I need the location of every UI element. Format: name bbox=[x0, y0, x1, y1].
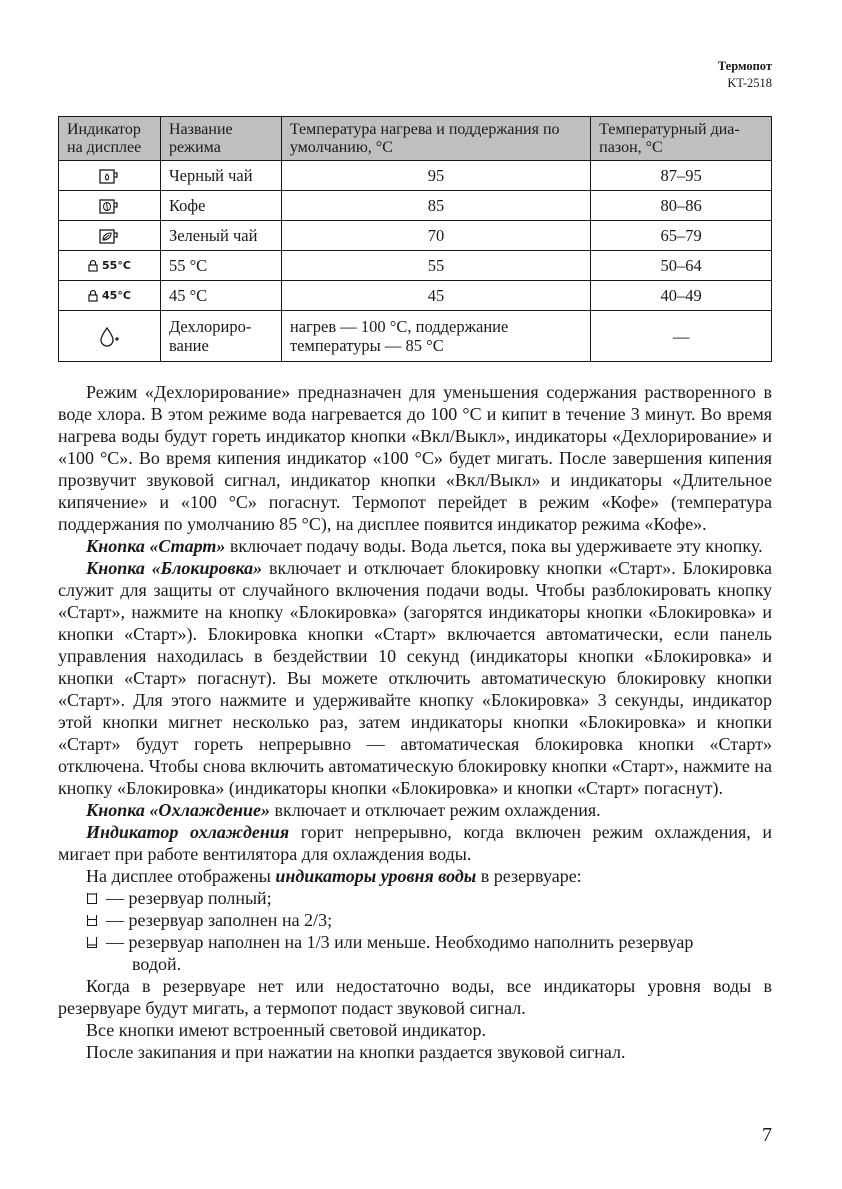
paragraph-start-button bbox=[58, 535, 772, 557]
mode-name-cell: 45 °С bbox=[160, 281, 281, 311]
model-number: KT-2518 bbox=[727, 76, 772, 90]
start-button-desc: включает подачу воды. Вода льется, пока вы удерживаете эту кнопку. bbox=[225, 536, 763, 556]
water-level-one-third-icon bbox=[86, 935, 98, 949]
indicator-cell bbox=[59, 161, 161, 191]
mode-name-cell: Зеленый чай bbox=[160, 221, 281, 251]
default-temp-cell: нагрев — 100 °С, поддержание температуры — 85 °С bbox=[281, 311, 590, 362]
lock-icon bbox=[88, 289, 98, 302]
paragraph-dechlorination: Режим «Дехлорирование» предназначен для уменьшения содержания растворенного в воде хлора. В этом режиме вода нагревается до 100 °С и кипит в течение 3 минут. Во время нагрева воды будут гореть индикатор кнопки «Вкл/Выкл», индикаторы «Дехлорирование» и «100 °С». Во время кипения индикатор «100 °С» будет мигать. После завершения кипения прозвучит звуковой сигнал, индикатор кнопки «Вкл/Выкл» и индикаторы «Длительное кипячение» и «100 °С» погаснут. Термопот перейдет в режим «Кофе» (температура поддержания по умолчанию 85 °С), на дисплее появится индикатор режима «Кофе». bbox=[58, 382, 772, 534]
mode-name-cell: Дехлориро-вание bbox=[160, 311, 281, 362]
table-row bbox=[59, 221, 772, 251]
range-cell: 80–86 bbox=[591, 191, 772, 221]
start-button-term: Кнопка «Старт» bbox=[86, 536, 226, 556]
water-level-term: индикаторы уровня воды bbox=[275, 866, 477, 886]
indicator-cell bbox=[59, 311, 161, 362]
default-temp-cell: 55 bbox=[281, 251, 590, 281]
water-level-full-icon bbox=[86, 891, 98, 905]
indicator-cell bbox=[59, 251, 161, 281]
level-one-third-wrap bbox=[106, 931, 772, 975]
cooling-button-term: Кнопка «Охлаждение» bbox=[86, 800, 271, 820]
water-level-intro-post: в резервуаре: bbox=[476, 866, 582, 886]
paragraph-cooling-indicator bbox=[58, 821, 772, 865]
range-cell: 40–49 bbox=[591, 281, 772, 311]
lock-button-term: Кнопка «Блокировка» bbox=[86, 558, 263, 578]
paragraph-lock-button bbox=[58, 557, 772, 799]
list-item bbox=[58, 931, 772, 975]
mode-name-cell: Черный чай bbox=[160, 161, 281, 191]
list-item bbox=[58, 909, 772, 931]
dechlorination-icon bbox=[98, 325, 120, 347]
level-icon-wrap bbox=[86, 887, 102, 909]
default-temp-cell: 70 bbox=[281, 221, 590, 251]
modes-table bbox=[58, 116, 772, 362]
paragraph-water-level-intro bbox=[58, 865, 772, 887]
black-tea-icon bbox=[98, 168, 120, 186]
level-icon-wrap bbox=[86, 931, 102, 953]
mode-name-cell: Кофе bbox=[160, 191, 281, 221]
lock-45-indicator bbox=[88, 286, 131, 305]
level-full-text: — резервуар полный; bbox=[106, 888, 272, 908]
table-row bbox=[59, 191, 772, 221]
lock-45-label: 45°C bbox=[102, 288, 131, 302]
lock-button-desc: включает и отключает блокировку кнопки «Старт». Блокировка служит для защиты от случайного включения подачи воды. Чтобы разблокировать кнопку «Старт», нажмите на кнопку «Блокировка» (загорятся индикаторы кнопки «Блокировка» и кнопки «Старт»). Блокировка кнопки «Старт» включается автоматически, если панель управления находилась в бездействии 10 секунд (индикаторы кнопки «Блокировка» и кнопки «Старт» погаснут). Вы можете отключить автоматическую блокировку кнопки «Старт». Для этого нажмите и удерживайте кнопку «Блокировка» 3 секунды, индикатор этой кнопки мигнет несколько раз, затем индикаторы кнопки «Блокировка» и кнопки «Старт» будут гореть непрерывно — автоматическая блокировка кнопки «Старт» отключена. Чтобы снова включить автоматическую блокировку кнопки «Старт», нажмите на кнопку «Блокировка» (индикаторы кнопки «Блокировка» и кнопки «Старт» погаснут). bbox=[58, 558, 772, 798]
cooling-indicator-desc: горит непрерывно, когда включен режим охлаждения, и мигает при работе вентилятора для охлаждения воды. bbox=[58, 822, 772, 864]
level-one-third-cont: водой. bbox=[132, 954, 182, 974]
table-row bbox=[59, 311, 772, 362]
indicator-cell bbox=[59, 221, 161, 251]
list-item bbox=[58, 887, 772, 909]
range-cell: 50–64 bbox=[591, 251, 772, 281]
paragraph-sound: После закипания и при нажатии на кнопки раздается звуковой сигнал. bbox=[86, 1042, 626, 1062]
paragraph-low-water: Когда в резервуаре нет или недостаточно воды, все индикаторы уровня воды в резервуаре будут мигать, а термопот подаст звуковой сигнал. bbox=[58, 976, 772, 1018]
water-level-two-thirds-icon bbox=[86, 913, 98, 927]
level-two-thirds-text: — резервуар заполнен на 2/3; bbox=[106, 910, 333, 930]
header-indicator: Индикатор на дисплее bbox=[59, 117, 161, 161]
range-cell: — bbox=[591, 311, 772, 362]
indicator-cell bbox=[59, 281, 161, 311]
cooling-indicator-term: Индикатор охлаждения bbox=[86, 822, 290, 842]
paragraph-cooling-button bbox=[58, 799, 772, 821]
coffee-icon bbox=[98, 198, 120, 216]
range-cell: 87–95 bbox=[591, 161, 772, 191]
default-temp-cell: 45 bbox=[281, 281, 590, 311]
default-temp-cell: 85 bbox=[281, 191, 590, 221]
mode-name-cell: 55 °С bbox=[160, 251, 281, 281]
header-mode-name: Название режима bbox=[160, 117, 281, 161]
default-temp-cell: 95 bbox=[281, 161, 590, 191]
range-cell: 65–79 bbox=[591, 221, 772, 251]
header-temp-range: Температурный диа-пазон, °С bbox=[591, 117, 772, 161]
body-text bbox=[58, 381, 772, 1063]
cooling-button-desc: включает и отключает режим охлаждения. bbox=[270, 800, 601, 820]
table-row bbox=[59, 161, 772, 191]
water-level-intro-pre: На дисплее отображены bbox=[86, 866, 276, 886]
document-header bbox=[718, 58, 772, 92]
page-number: 7 bbox=[762, 1124, 772, 1146]
table-row bbox=[59, 281, 772, 311]
green-tea-icon bbox=[98, 228, 120, 246]
indicator-cell bbox=[59, 191, 161, 221]
level-one-third-text: — резервуар наполнен на 1/3 или меньше. Необходимо наполнить резервуар bbox=[106, 932, 694, 952]
table-row bbox=[59, 251, 772, 281]
paragraph-backlight: Все кнопки имеют встроенный световой индикатор. bbox=[86, 1020, 487, 1040]
lock-55-indicator bbox=[88, 256, 131, 275]
level-icon-wrap bbox=[86, 909, 102, 931]
table-header-row bbox=[59, 117, 772, 161]
lock-icon bbox=[88, 259, 98, 272]
lock-55-label: 55°C bbox=[102, 258, 131, 272]
header-default-temp: Температура нагрева и поддержания по умолчанию, °С bbox=[281, 117, 590, 161]
brand-name: Термопот bbox=[717, 59, 772, 73]
